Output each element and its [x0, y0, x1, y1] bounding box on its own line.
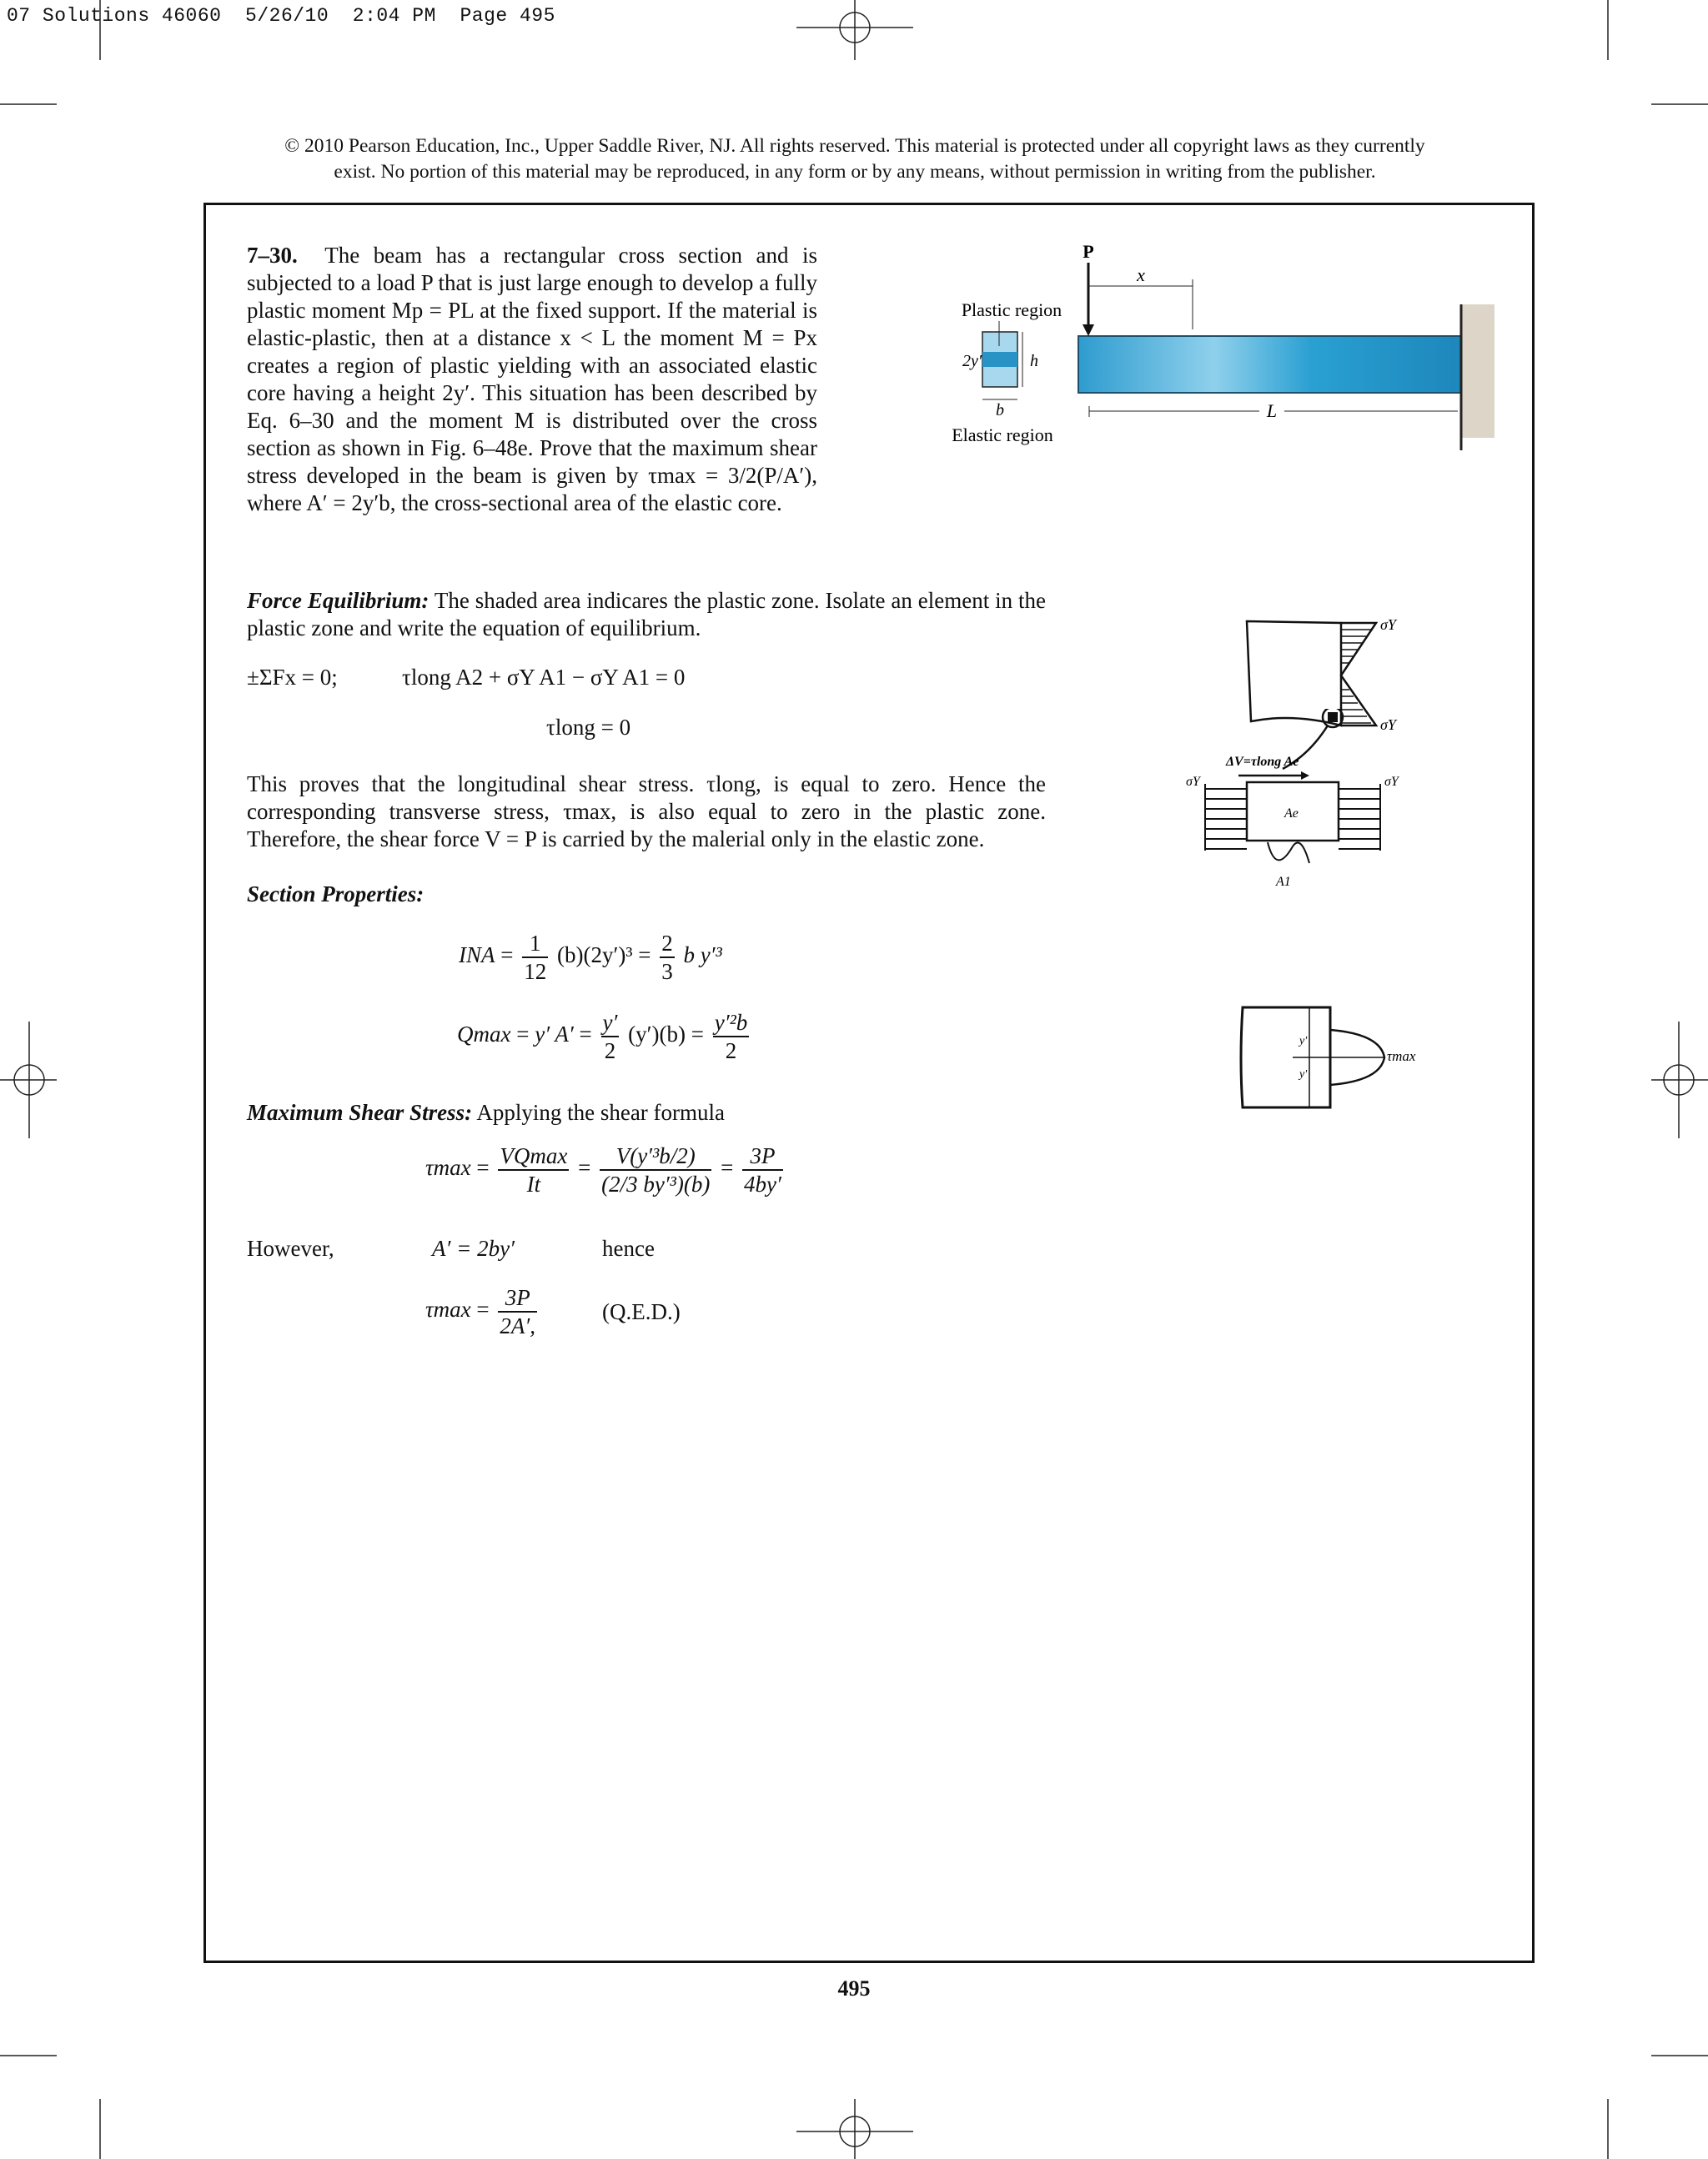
q-denominator-2: 2 [725, 1038, 737, 1063]
equilibrium-equation-label: ±ΣFx = 0; [247, 665, 338, 690]
copyright-line-2: exist. No portion of this material may be reproduced, in any form or by any means, without permission in writing from the publisher. [334, 161, 1376, 183]
beam-body [1078, 336, 1466, 393]
moment-of-inertia-equation: INA = $\frac{1}{12}$ (b)(2y′)³ = $\frac{2}{3}$ b y′³ [459, 931, 722, 984]
ina-numerator: 1 [522, 930, 548, 958]
first-moment-equation: Qmax = y′ A′ = $\frac{y'}{2}$ (y′)(b) = $\frac{\text{y′²b}}{2}$ [457, 1010, 748, 1063]
copyright-notice [192, 133, 1518, 185]
however-label: However, [247, 1236, 334, 1261]
b-label: b [996, 401, 1004, 419]
ina-denominator: 12 [524, 959, 547, 984]
y-prime-bottom-label: y′ [1299, 1068, 1308, 1081]
force-equilibrium-text: The shaded area indicares the plastic zone. Isolate an element in the plastic zone and write the equation of equilibrium. [247, 588, 1046, 640]
ina-product: (b)(2y′)³ [556, 942, 633, 968]
ae-label: Ae [1284, 806, 1299, 821]
shear-distribution-sketch [1234, 1001, 1434, 1117]
elastic-area-equation: A′ = 2by′ [432, 1236, 515, 1261]
shear-fraction-1 [498, 1142, 569, 1197]
shear-numerator-2: V(y′³b/2) [600, 1142, 711, 1171]
shear-numerator-1: VQmax [498, 1142, 569, 1171]
equilibrium-equation: τlong A2 + σY A1 − σY A1 = 0 [402, 665, 686, 690]
tau-long-result: τlong = 0 [546, 715, 631, 740]
ina-numerator-2: 2 [660, 930, 675, 958]
q-product-2: (y′)(b) [628, 1022, 686, 1047]
problem-number: 7–30. [247, 243, 298, 268]
q-product: y′ A′ [535, 1022, 574, 1047]
fixed-support [1461, 304, 1494, 438]
shear-stress-heading: Maximum Shear Stress: [247, 1100, 473, 1125]
plastic-region-label: Plastic region [961, 299, 1062, 320]
shear-denominator-3: 4by′ [744, 1172, 781, 1197]
sigma-y-bottom-label: σY [1380, 716, 1396, 733]
a1-label: A1 [1276, 875, 1291, 889]
final-fraction [498, 1284, 537, 1339]
shear-denominator-2: (2/3 by′³)(b) [601, 1172, 711, 1197]
force-equilibrium-intro [247, 587, 1046, 642]
ina-result: b y′³ [683, 942, 722, 968]
h-label: h [1030, 352, 1038, 370]
l-dimension: L [1266, 400, 1278, 421]
tau-max-symbol: τmax [425, 1155, 471, 1181]
ina-fraction-2 [660, 930, 675, 985]
hence-label: hence [602, 1236, 655, 1261]
q-symbol: Qmax [457, 1022, 511, 1047]
print-slug: 07 Solutions 46060 5/26/10 2:04 PM Page 495 [7, 5, 555, 27]
y-prime-top-label: y′ [1299, 1035, 1308, 1047]
qed-label: (Q.E.D.) [602, 1299, 681, 1324]
delta-v-label: ΔV=τlong Ae [1226, 755, 1299, 769]
q-numerator-2: y′²b [713, 1009, 750, 1037]
copyright-line-1: © 2010 Pearson Education, Inc., Upper Saddle River, NJ. All rights reserved. This material is protected under all copyright laws as they currently [284, 135, 1425, 157]
problem-statement [247, 242, 817, 517]
two-y-label: 2y′ [962, 352, 982, 370]
tau-max-final-symbol: τmax [425, 1297, 471, 1323]
ina-symbol: INA [459, 942, 495, 968]
q-fraction [601, 1009, 620, 1064]
shear-fraction-3 [742, 1142, 783, 1197]
page-number: 495 [837, 1976, 871, 2001]
elastic-core [982, 352, 1017, 367]
section-properties-heading: Section Properties: [247, 881, 424, 906]
x-dimension: x [1137, 264, 1145, 285]
sigma-y-right-label: σY [1384, 775, 1399, 789]
load-label: P [1083, 241, 1094, 262]
sigma-y-left-label: σY [1186, 775, 1200, 789]
shear-fraction-2 [600, 1142, 711, 1197]
ina-fraction [522, 930, 548, 985]
element-sketch [1184, 709, 1401, 892]
force-equilibrium-heading: Force Equilibrium: [247, 588, 430, 613]
final-denominator: 2A′, [500, 1313, 536, 1338]
force-equilibrium-conclusion: This proves that the longitudinal shear stress. τlong, is equal to zero. Hence the corresponding transverse stress, τmax, is also equal to zero in the plastic zone. Therefore, the shear force V = P is carried by the malerial only in the elastic zone. [247, 771, 1046, 851]
shear-numerator-3: 3P [742, 1142, 783, 1171]
shear-denominator-1: It [526, 1172, 541, 1197]
ina-denominator-2: 3 [661, 959, 673, 984]
final-result-equation: τmax = $\frac{3P}{2A',}$ [425, 1285, 536, 1338]
q-numerator: y′ [601, 1009, 620, 1037]
shear-stress-intro [247, 1099, 725, 1127]
sigma-y-top-label: σY [1380, 616, 1396, 633]
elastic-region-label: Elastic region [952, 424, 1053, 445]
problem-text: The beam has a rectangular cross section and is subjected to a load P that is just large enough to develop a fully plastic moment Mp = PL at the fixed support. If the material is elastic-plastic, then at a distance x < L the moment M = Px creates a region of plastic yielding with an associated elastic core having a height 2y′. This situation has been described by Eq. 6–30 and the moment M is distributed over the cross section as shown in Fig. 6–48e. Prove that the maximum shear stress developed in the beam is given by τmax = 3/2(P/A′), where A′ = 2y′b, the cross-sectional area of the elastic core. [247, 243, 817, 515]
beam-figure [934, 238, 1501, 454]
tau-max-sketch-label: τmax [1387, 1048, 1416, 1064]
q-fraction-2 [713, 1009, 750, 1064]
shear-formula-equation: τmax = $\frac{VQmax}{It}$ = $\frac{\text{V(y′³b/2)}}{\text{(2/3 by′³)(b)}}$ = $\frac{3P}{4by'}$ [425, 1143, 781, 1197]
q-denominator: 2 [604, 1038, 616, 1063]
final-numerator: 3P [498, 1284, 537, 1313]
shear-stress-text: Applying the shear formula [476, 1100, 726, 1125]
